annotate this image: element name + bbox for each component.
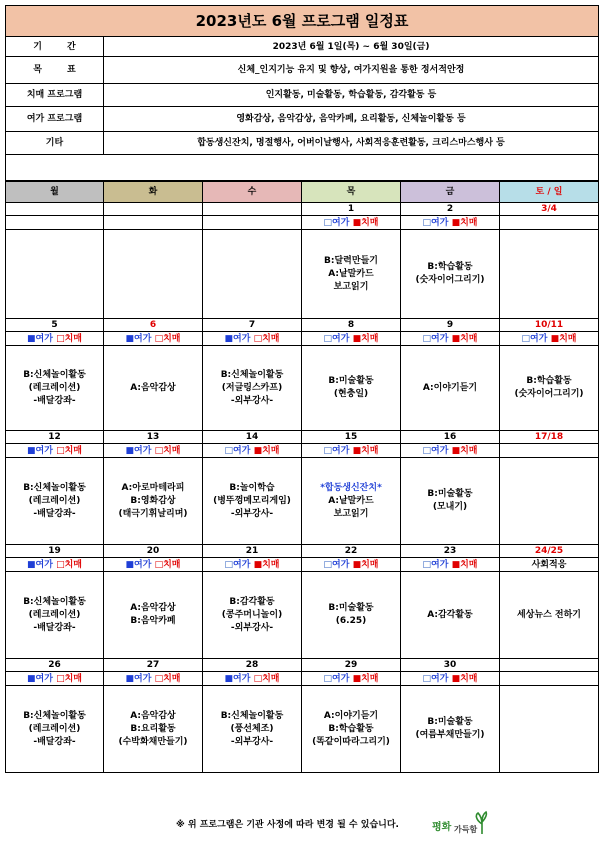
info-label-etc: 기타: [6, 132, 104, 155]
date-number: 27: [104, 659, 203, 672]
leisure-label: 여가: [431, 559, 449, 570]
activity-cell: [203, 346, 302, 431]
program-toggle: [6, 672, 104, 686]
toggle-row: [6, 216, 599, 230]
logo-text-b: 가득함: [454, 825, 478, 834]
date-number: 17/18: [500, 431, 599, 444]
checkbox-filled-icon: ■: [125, 673, 135, 684]
date-number: 19: [6, 545, 104, 558]
dementia-label: 치매: [262, 333, 280, 344]
activity-cell: [6, 686, 104, 773]
activity-line: -외부강사-: [230, 395, 274, 406]
activity-cell: [302, 572, 401, 659]
schedule-sheet: [5, 5, 598, 773]
activity-line: B:신체놀이활동: [23, 482, 86, 493]
checkbox-empty-icon: □: [422, 333, 432, 344]
calendar-table: [5, 181, 599, 773]
activity-line: (저글링스카프): [221, 382, 283, 393]
checkbox-filled-icon: ■: [352, 217, 362, 228]
leisure-label: 여가: [35, 673, 53, 684]
program-toggle: [104, 672, 203, 686]
date-number: 13: [104, 431, 203, 444]
checkbox-empty-icon: □: [253, 333, 263, 344]
activity-line: B:미술활동: [427, 717, 473, 727]
program-toggle: [302, 558, 401, 572]
activity-line: (숫자이어그리기): [415, 275, 485, 285]
activity-cell: [203, 230, 302, 319]
date-number: 7: [203, 319, 302, 332]
activity-line: (수박화채만들기): [118, 736, 188, 747]
checkbox-empty-icon: □: [323, 217, 333, 228]
leisure-label: 여가: [134, 445, 152, 456]
program-toggle: [401, 444, 500, 458]
program-toggle: [500, 216, 599, 230]
activity-line: B:놀이학습: [229, 482, 275, 493]
date-row: [6, 659, 599, 672]
activity-cell: [203, 572, 302, 659]
date-number: 10/11: [500, 319, 599, 332]
checkbox-empty-icon: □: [253, 673, 263, 684]
date-number: 23: [401, 545, 500, 558]
activity-line: A:낱말카드: [328, 268, 374, 279]
date-number: 29: [302, 659, 401, 672]
activity-row: [6, 230, 599, 319]
activity-line: (풍선체조): [230, 723, 274, 734]
dementia-label: 치매: [262, 673, 280, 684]
program-toggle: [401, 216, 500, 230]
dementia-label: 치매: [460, 333, 478, 344]
date-row: [6, 203, 599, 216]
activity-cell: [500, 458, 599, 545]
dementia-label: 치매: [163, 559, 181, 570]
dementia-label: 치매: [163, 333, 181, 344]
checkbox-filled-icon: ■: [253, 445, 263, 456]
info-label-dementia: 치매 프로그램: [6, 84, 104, 107]
checkbox-filled-icon: ■: [352, 333, 362, 344]
leisure-label: 여가: [35, 445, 53, 456]
activity-line: (레크레이션): [28, 495, 81, 506]
program-toggle: [6, 444, 104, 458]
program-toggle: [104, 216, 203, 230]
checkbox-empty-icon: □: [56, 445, 65, 456]
activity-line: -외부강사-: [230, 508, 274, 519]
program-toggle: [104, 444, 203, 458]
activity-line: 보고읽기: [333, 508, 369, 519]
activity-cell: [500, 346, 599, 431]
checkbox-filled-icon: ■: [224, 673, 234, 684]
leisure-label: 여가: [35, 559, 53, 570]
date-number: 12: [6, 431, 104, 444]
program-toggle: [302, 444, 401, 458]
activity-cell: [500, 230, 599, 319]
activity-row: [6, 458, 599, 545]
footer: [0, 808, 603, 836]
leisure-label: 여가: [332, 673, 350, 684]
checkbox-empty-icon: □: [323, 445, 333, 456]
info-label-period: 기 간: [6, 37, 104, 57]
dementia-label: 치매: [262, 559, 280, 570]
dementia-label: 치매: [460, 445, 478, 456]
leisure-label: 여가: [233, 673, 251, 684]
checkbox-filled-icon: ■: [451, 559, 461, 570]
activity-line: -외부강사-: [230, 736, 274, 747]
checkbox-empty-icon: □: [56, 333, 65, 344]
leisure-label: 여가: [431, 445, 449, 456]
info-value-goal: 신체_인지기능 유지 및 향상, 여가지원을 통한 정서적안정: [104, 57, 599, 84]
leisure-label: 여가: [134, 333, 152, 344]
checkbox-empty-icon: □: [224, 559, 234, 570]
activity-line: A:음악감상: [130, 710, 176, 721]
dementia-label: 치매: [361, 217, 379, 228]
activity-cell: [104, 346, 203, 431]
leisure-label: 여가: [233, 559, 251, 570]
activity-line: B:달력만들기: [324, 255, 378, 266]
checkbox-empty-icon: □: [521, 333, 531, 344]
info-label-goal: 목 표: [6, 57, 104, 84]
dementia-label: 치매: [64, 445, 82, 456]
activity-line: -외부강사-: [230, 622, 274, 633]
weekday-header: 화: [104, 182, 203, 203]
activity-cell: [104, 572, 203, 659]
date-number: 28: [203, 659, 302, 672]
activity-line: (레크레이션): [28, 382, 81, 393]
checkbox-filled-icon: ■: [352, 673, 362, 684]
checkbox-empty-icon: □: [154, 673, 164, 684]
date-number: [203, 203, 302, 216]
toggle-row: [6, 672, 599, 686]
dementia-label: 치매: [163, 673, 181, 684]
date-number: 22: [302, 545, 401, 558]
activity-cell: [500, 572, 599, 659]
dementia-label: 치매: [64, 559, 82, 570]
checkbox-filled-icon: ■: [352, 559, 362, 570]
dementia-label: 치매: [64, 673, 82, 684]
checkbox-filled-icon: ■: [451, 673, 461, 684]
activity-line: B:요리활동: [130, 723, 176, 734]
activity-cell: [104, 230, 203, 319]
activity-line: B:신체놀이활동: [23, 710, 86, 721]
dementia-label: 치매: [460, 559, 478, 570]
checkbox-empty-icon: □: [154, 445, 164, 456]
activity-cell: [401, 458, 500, 545]
checkbox-filled-icon: ■: [27, 445, 36, 456]
activity-line: (모내기): [432, 502, 468, 512]
program-toggle: [203, 216, 302, 230]
checkbox-filled-icon: ■: [27, 673, 36, 684]
logo-text-a: 평화: [432, 822, 452, 833]
program-toggle: [203, 672, 302, 686]
activity-line: (태극기휘날리며): [118, 508, 188, 519]
weekday-header: 목: [302, 182, 401, 203]
activity-line: B:신체놀이활동: [220, 710, 284, 721]
program-toggle: [203, 444, 302, 458]
dementia-label: 치매: [559, 333, 577, 344]
checkbox-empty-icon: □: [323, 673, 333, 684]
checkbox-filled-icon: ■: [253, 559, 263, 570]
dementia-label: 치매: [361, 333, 379, 344]
activity-line: A:이야기듣기: [323, 710, 379, 721]
activity-cell: [6, 572, 104, 659]
activity-line: A:음악감상: [130, 382, 176, 393]
activity-cell: [104, 458, 203, 545]
checkbox-filled-icon: ■: [27, 333, 36, 344]
checkbox-empty-icon: □: [422, 217, 432, 228]
info-value-etc: 합동생신잔치, 명절행사, 어버이날행사, 사회적응훈련활동, 크리스마스행사 등: [104, 132, 599, 155]
spacer-row: [6, 155, 599, 181]
program-toggle: [6, 558, 104, 572]
dementia-label: 치매: [361, 559, 379, 570]
activity-line: (병뚜껑메모리게임): [213, 495, 291, 506]
program-toggle: [104, 558, 203, 572]
leisure-label: 여가: [134, 559, 152, 570]
program-toggle: [302, 332, 401, 346]
leisure-label: 여가: [233, 445, 251, 456]
date-number: 6: [104, 319, 203, 332]
leisure-label: 여가: [233, 333, 251, 344]
activity-cell: [302, 686, 401, 773]
dementia-label: 치매: [361, 673, 379, 684]
date-number: 24/25: [500, 545, 599, 558]
checkbox-filled-icon: ■: [125, 445, 135, 456]
activity-line: B:학습활동: [526, 376, 572, 386]
checkbox-empty-icon: □: [323, 559, 333, 570]
checkbox-filled-icon: ■: [550, 333, 560, 344]
activity-line: (똑같이따라그리기): [312, 736, 390, 747]
program-toggle: [500, 444, 599, 458]
activity-line: 보고읽기: [333, 281, 369, 292]
checkbox-filled-icon: ■: [451, 333, 461, 344]
toggle-row: [6, 332, 599, 346]
activity-line: B:미술활동: [328, 376, 374, 386]
program-toggle: [401, 332, 500, 346]
leisure-label: 여가: [332, 445, 350, 456]
checkbox-empty-icon: □: [422, 445, 432, 456]
activity-line: B:신체놀이활동: [23, 369, 86, 380]
activity-cell: [401, 230, 500, 319]
activity-cell: [203, 458, 302, 545]
date-number: 30: [401, 659, 500, 672]
activity-cell: [302, 346, 401, 431]
page-title: 2023년도 6월 프로그램 일정표: [6, 6, 599, 37]
date-row: [6, 431, 599, 444]
activity-line: (현충일): [333, 389, 369, 399]
leisure-label: 여가: [431, 673, 449, 684]
activity-line: *합동생신잔치*: [320, 482, 382, 493]
date-number: 15: [302, 431, 401, 444]
toggle-row: [6, 444, 599, 458]
date-number: 3/4: [500, 203, 599, 216]
checkbox-empty-icon: □: [422, 673, 432, 684]
checkbox-filled-icon: ■: [125, 333, 135, 344]
weekday-header-row: [6, 182, 599, 203]
checkbox-filled-icon: ■: [451, 217, 461, 228]
info-value-dementia: 인지활동, 미술활동, 학습활동, 감각활동 등: [104, 84, 599, 107]
dementia-label: 치매: [460, 673, 478, 684]
leisure-label: 여가: [431, 217, 449, 228]
activity-line: B:감각활동: [229, 596, 275, 607]
date-number: [6, 203, 104, 216]
date-number: 1: [302, 203, 401, 216]
info-value-period: 2023년 6월 1일(목) ~ 6월 30일(금): [104, 37, 599, 57]
activity-line: B:신체놀이활동: [220, 369, 284, 380]
program-toggle: [500, 672, 599, 686]
leisure-label: 여가: [332, 333, 350, 344]
activity-cell: [6, 458, 104, 545]
activity-line: -배달강좌-: [33, 622, 76, 633]
activity-line: B:신체놀이활동: [23, 596, 86, 607]
leisure-label: 여가: [35, 333, 53, 344]
date-number: 20: [104, 545, 203, 558]
leisure-label: 여가: [530, 333, 548, 344]
checkbox-filled-icon: ■: [27, 559, 36, 570]
activity-line: B:음악카페: [130, 616, 176, 626]
checkbox-empty-icon: □: [56, 673, 65, 684]
activity-cell: [500, 686, 599, 773]
program-toggle: [302, 216, 401, 230]
activity-line: (콩주머니놀이): [221, 609, 283, 620]
weekday-header: 금: [401, 182, 500, 203]
activity-line: B:학습활동: [427, 262, 473, 272]
program-toggle: [203, 332, 302, 346]
program-toggle: 사회적응: [500, 558, 599, 572]
date-number: [500, 659, 599, 672]
dementia-label: 치매: [361, 445, 379, 456]
leisure-label: 여가: [134, 673, 152, 684]
program-toggle: [401, 672, 500, 686]
leisure-label: 여가: [332, 217, 350, 228]
program-toggle: [401, 558, 500, 572]
activity-line: -배달강좌-: [33, 395, 76, 406]
checkbox-filled-icon: ■: [224, 333, 234, 344]
checkbox-empty-icon: □: [323, 333, 333, 344]
checkbox-empty-icon: □: [422, 559, 432, 570]
checkbox-empty-icon: □: [154, 559, 164, 570]
activity-line: A:감각활동: [427, 609, 473, 620]
activity-line: B:영화감상: [130, 495, 176, 506]
date-row: [6, 545, 599, 558]
activity-line: A:아로마테라피: [121, 482, 185, 493]
activity-line: A:이야기듣기: [422, 382, 478, 393]
activity-cell: [401, 572, 500, 659]
activity-line: A:음악감상: [130, 603, 176, 613]
activity-row: [6, 346, 599, 431]
checkbox-empty-icon: □: [154, 333, 164, 344]
info-value-leisure: 영화감상, 음악감상, 음악카페, 요리활동, 신체놀이활동 등: [104, 107, 599, 132]
program-toggle: [203, 558, 302, 572]
date-number: 9: [401, 319, 500, 332]
leaf-icon: [476, 812, 486, 834]
dementia-label: 치매: [163, 445, 181, 456]
date-number: 2: [401, 203, 500, 216]
activity-cell: [302, 458, 401, 545]
activity-line: B:미술활동: [427, 489, 473, 499]
checkbox-filled-icon: ■: [125, 559, 135, 570]
footnote: ※ 위 프로그램은 기관 사정에 따라 변경 될 수 있습니다.: [176, 820, 399, 830]
date-number: 16: [401, 431, 500, 444]
program-toggle: [500, 332, 599, 346]
info-label-leisure: 여가 프로그램: [6, 107, 104, 132]
program-toggle: [6, 332, 104, 346]
activity-line: B:미술활동: [328, 603, 374, 613]
dementia-label: 치매: [262, 445, 280, 456]
date-number: 26: [6, 659, 104, 672]
activity-row: [6, 686, 599, 773]
checkbox-empty-icon: □: [224, 445, 234, 456]
activity-cell: [6, 346, 104, 431]
activity-line: B:학습활동: [328, 723, 374, 734]
activity-line: 세상뉴스 전하기: [517, 609, 581, 620]
date-row: [6, 319, 599, 332]
program-toggle: [104, 332, 203, 346]
leisure-label: 여가: [431, 333, 449, 344]
toggle-row: [6, 558, 599, 572]
activity-cell: [203, 686, 302, 773]
header-table: [5, 5, 599, 181]
activity-cell: [401, 686, 500, 773]
date-number: 8: [302, 319, 401, 332]
activity-cell: [302, 230, 401, 319]
weekday-header: 월: [6, 182, 104, 203]
activity-line: (여름부채만들기): [415, 730, 485, 740]
date-number: 5: [6, 319, 104, 332]
activity-line: A:낱말카드: [328, 495, 374, 506]
weekday-header: 수: [203, 182, 302, 203]
program-toggle: [6, 216, 104, 230]
activity-cell: [6, 230, 104, 319]
checkbox-filled-icon: ■: [451, 445, 461, 456]
activity-line: -배달강좌-: [33, 508, 76, 519]
date-number: 21: [203, 545, 302, 558]
program-toggle: [302, 672, 401, 686]
activity-cell: [104, 686, 203, 773]
activity-line: (숫자이어그리기): [514, 389, 584, 399]
activity-line: (레크레이션): [28, 723, 81, 734]
organization-logo: [430, 810, 488, 836]
activity-row: [6, 572, 599, 659]
dementia-label: 치매: [64, 333, 82, 344]
dementia-label: 치매: [460, 217, 478, 228]
activity-line: (6.25): [335, 616, 367, 626]
date-number: 14: [203, 431, 302, 444]
date-number: [104, 203, 203, 216]
checkbox-filled-icon: ■: [352, 445, 362, 456]
checkbox-empty-icon: □: [56, 559, 65, 570]
leisure-label: 여가: [332, 559, 350, 570]
activity-line: -배달강좌-: [33, 736, 76, 747]
activity-cell: [401, 346, 500, 431]
activity-line: (레크레이션): [28, 609, 81, 620]
weekday-header: 토 / 일: [500, 182, 599, 203]
